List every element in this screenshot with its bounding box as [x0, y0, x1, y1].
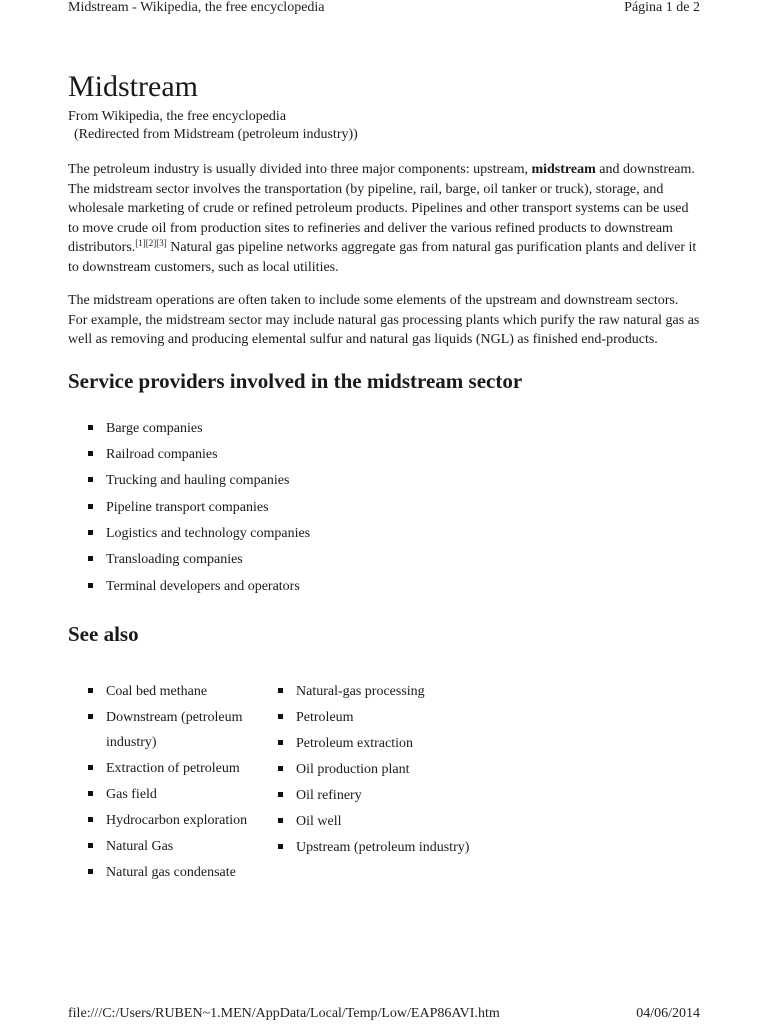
list-item[interactable]: Barge companies: [86, 416, 700, 441]
article-content: [68, 68, 700, 886]
see-also-list-left: [86, 679, 276, 886]
print-header-title: Midstream - Wikipedia, the free encyclopedia: [68, 0, 325, 15]
list-item[interactable]: Petroleum: [276, 705, 536, 730]
list-item[interactable]: Downstream (petroleum industry): [86, 705, 276, 755]
list-item[interactable]: Logistics and technology companies: [86, 521, 700, 546]
print-footer-path: file:///C:/Users/RUBEN~1.MEN/AppData/Local/Temp/Low/EAP86AVI.htm: [68, 1006, 500, 1021]
list-item[interactable]: Trucking and hauling companies: [86, 468, 700, 493]
page-title: Midstream: [68, 70, 198, 103]
list-item[interactable]: Railroad companies: [86, 442, 700, 467]
print-page-number: Página 1 de 2: [624, 0, 700, 15]
citation-refs[interactable]: [1][2][3]: [135, 238, 167, 248]
list-item[interactable]: Upstream (petroleum industry): [276, 835, 536, 860]
list-item[interactable]: Oil refinery: [276, 783, 536, 808]
list-item[interactable]: Natural-gas processing: [276, 679, 536, 704]
intro-paragraph: [68, 160, 700, 277]
list-item[interactable]: Natural Gas: [86, 834, 276, 859]
list-item[interactable]: Oil production plant: [276, 757, 536, 782]
list-item[interactable]: Transloading companies: [86, 547, 700, 572]
see-also-columns: [86, 679, 700, 886]
see-also-list-right: [276, 679, 536, 886]
article-source: From Wikipedia, the free encyclopedia: [68, 109, 287, 124]
list-item[interactable]: Coal bed methane: [86, 679, 276, 704]
intro-text-b: and downstream. The midstream sector involves the transportation (by pipeline, rail, barge, oil tanker or truck), storage, and wholesale marketing of crude or refined petroleum products. Pipelines and other transport systems can be used to move crude oil from production sites to refineries and deliver the various refined products to downstream distributors.: [68, 162, 695, 255]
list-item[interactable]: Oil well: [276, 809, 536, 834]
list-item[interactable]: Gas field: [86, 782, 276, 807]
intro-bold-term: midstream: [531, 162, 596, 177]
section-heading-services: Service providers involved in the midstream sector: [68, 368, 523, 393]
list-item[interactable]: Pipeline transport companies: [86, 495, 700, 520]
print-footer-date: 04/06/2014: [636, 1006, 700, 1021]
intro-text-c: Natural gas pipeline networks aggregate gas from natural gas purification plants and deliver it to downstream customers, such as local utilities.: [68, 240, 697, 275]
list-item[interactable]: Extraction of petroleum: [86, 756, 276, 781]
intro-text-a: The petroleum industry is usually divided into three major components: upstream,: [68, 162, 532, 177]
list-item[interactable]: Terminal developers and operators: [86, 574, 700, 599]
operations-paragraph: The midstream operations are often taken to include some elements of the upstream and downstream sectors. For example, the midstream sector may include natural gas processing plants which purify the raw natural gas as well as removing and producing elemental sulfur and natural gas liquids (NGL) as finished end-products.: [68, 293, 700, 347]
section-heading-see-also: See also: [68, 621, 139, 646]
list-item[interactable]: Petroleum extraction: [276, 731, 536, 756]
list-item[interactable]: Natural gas condensate: [86, 860, 276, 885]
list-item[interactable]: Hydrocarbon exploration: [86, 808, 276, 833]
services-list: [86, 416, 700, 599]
redirect-notice: (Redirected from Midstream (petroleum industry)): [74, 127, 358, 142]
